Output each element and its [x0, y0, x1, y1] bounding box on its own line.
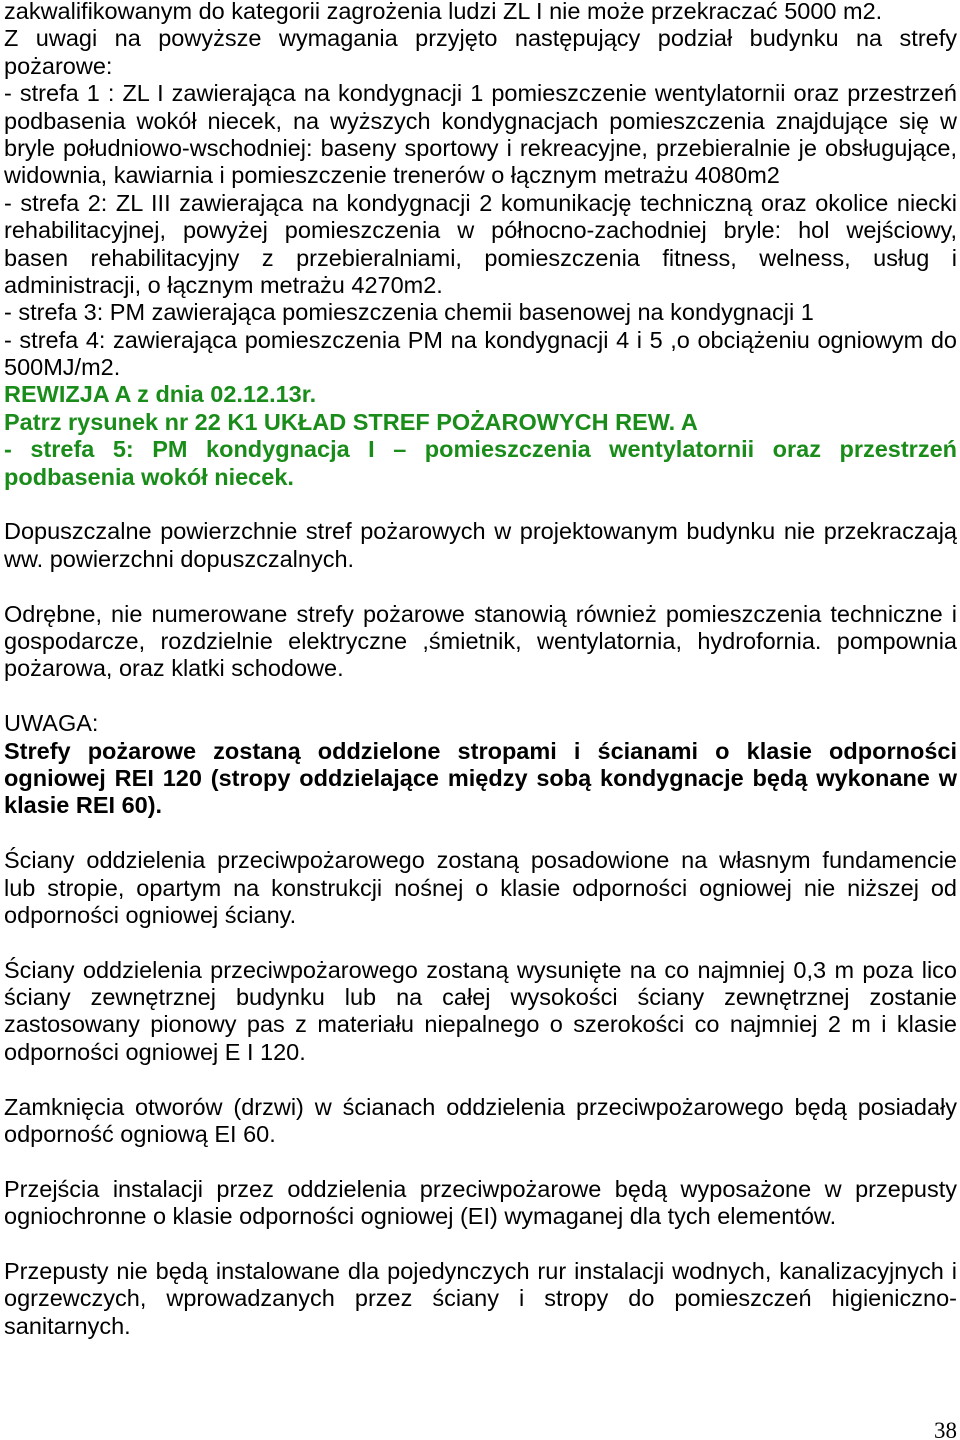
- text-line: ogniowej REI 120 (stropy oddzielające między sobą kondygnacje będą wykonane w: [4, 764, 957, 791]
- page-number: 38: [934, 1418, 957, 1440]
- paragraph-separate-zones: [4, 601, 957, 683]
- text-line: ww. powierzchni dopuszczalnych.: [4, 545, 355, 572]
- text-line: podbasenia wokół niecek.: [4, 463, 294, 490]
- text-line: widownia, kawiarnia i pomieszczenie trenerów o łącznym metrażu 4080m2: [4, 162, 780, 189]
- text-line: ogrzewczych, wprowadzanych przez ściany i stropy do pomieszczeń higieniczno-: [4, 1285, 957, 1312]
- text-line: 500MJ/m2.: [4, 354, 121, 381]
- paragraph-zone-3: [4, 299, 957, 326]
- text-line: - strefa 3: PM zawierająca pomieszczenia chemii basenowej na kondygnacji 1: [4, 299, 814, 326]
- note-label: [4, 710, 957, 737]
- paragraph-door-closures: [4, 1094, 957, 1149]
- document-body: [4, 0, 957, 1340]
- text-line: odporność ogniową EI 60.: [4, 1121, 276, 1148]
- paragraph-wall-projection: [4, 957, 957, 1067]
- paragraph-wall-foundation: [4, 847, 957, 929]
- text-line: sanitarnych.: [4, 1312, 131, 1339]
- revision-heading: [4, 381, 957, 408]
- text-line: Zamknięcia otworów (drzwi) w ścianach oddzielenia przeciwpożarowego będą posiadały: [4, 1093, 957, 1120]
- paragraph-installation-penetrations: [4, 1176, 957, 1231]
- text-line: Strefy pożarowe zostaną oddzielone stropami i ścianami o klasie odporności: [4, 737, 957, 764]
- text-line: - strefa 2: ZL III zawierająca na kondygnacji 2 komunikację techniczną oraz okolice niecki: [4, 189, 957, 216]
- text-line: zakwalifikowanym do kategorii zagrożenia ludzi ZL I nie może przekraczać 5000 m2.: [4, 0, 883, 24]
- text-line: Patrz rysunek nr 22 K1 UKŁAD STREF POŻAROWYCH REW. A: [4, 408, 698, 435]
- text-line: ogniochronne o klasie odporności ogniowej (EI) wymaganej dla tych elementów.: [4, 1203, 837, 1230]
- paragraph-penetration-exceptions: [4, 1258, 957, 1340]
- paragraph-previous-continuation: [4, 0, 957, 25]
- text-line: Odrębne, nie numerowane strefy pożarowe stanowią również pomieszczenia techniczne i: [4, 600, 957, 627]
- text-line: pożarowa, oraz klatki schodowe.: [4, 655, 344, 682]
- text-line: REWIZJA A z dnia 02.12.13r.: [4, 381, 317, 408]
- paragraph-zone-5-revision: [4, 436, 957, 491]
- text-line: administracji, o łącznym metrażu 4270m2.: [4, 271, 443, 298]
- text-line: Przepusty nie będą instalowane dla pojedynczych rur instalacji wodnych, kanalizacyjnych i: [4, 1257, 957, 1284]
- paragraph-allowable-areas: [4, 518, 957, 573]
- text-line: gospodarcze, rozdzielnie elektryczne ,śmietnik, wentylatornia, hydrofornia. pompownia: [4, 627, 957, 654]
- paragraph-zone-2: [4, 190, 957, 300]
- text-line: podbasenia wokół niecek, na wyższych kondygnacjach pomieszczenia znajdujące się w: [4, 107, 957, 134]
- text-line: - strefa 4: zawierająca pomieszczenia PM na kondygnacji 4 i 5 ,o obciążeniu ogniowym do: [4, 326, 957, 353]
- paragraph-zone-division-intro: [4, 25, 957, 80]
- text-line: rehabilitacyjnej, powyżej pomieszczenia w północno-zachodniej bryle: hol wejściowy,: [4, 217, 957, 244]
- text-line: zastosowany pionowy pas z materiału niepalnego o szerokości co najmniej 2 m i klasie: [4, 1011, 957, 1038]
- text-line: Ściany oddzielenia przeciwpożarowego zostaną wysunięte na co najmniej 0,3 m poza lico: [4, 956, 957, 983]
- text-line: odporności ogniowej E I 120.: [4, 1038, 306, 1065]
- text-line: basen rehabilitacyjny z przebieralniami, pomieszczenia fitness, welness, usług i: [4, 244, 957, 271]
- text-line: - strefa 5: PM kondygnacja I – pomieszczenia wentylatornii oraz przestrzeń: [4, 436, 957, 463]
- text-line: ściany zewnętrznej budynku lub na całej wysokości ściany zewnętrznej zostanie: [4, 984, 957, 1011]
- text-line: Z uwagi na powyższe wymagania przyjęto następujący podział budynku na strefy: [4, 25, 957, 52]
- text-line: odporności ogniowej ściany.: [4, 901, 297, 928]
- text-line: Ściany oddzielenia przeciwpożarowego zostaną posadowione na własnym fundamencie: [4, 847, 957, 874]
- revision-drawing-reference: [4, 409, 957, 436]
- text-line: klasie REI 60).: [4, 792, 163, 819]
- note-body: [4, 738, 957, 820]
- text-line: pożarowe:: [4, 52, 113, 79]
- text-line: - strefa 1 : ZL I zawierająca na kondygnacji 1 pomieszczenie wentylatornii oraz przestrzeń: [4, 80, 957, 107]
- text-line: Przejścia instalacji przez oddzielenia przeciwpożarowe będą wyposażone w przepusty: [4, 1175, 957, 1202]
- paragraph-zone-1: [4, 80, 957, 190]
- text-line: lub stropie, opartym na konstrukcji nośnej o klasie odporności ogniowej nie niższej od: [4, 874, 957, 901]
- text-line: Dopuszczalne powierzchnie stref pożarowych w projektowanym budynku nie przekraczają: [4, 518, 957, 545]
- text-line: UWAGA:: [4, 710, 99, 737]
- text-line: bryle południowo-wschodniej: baseny sportowy i rekreacyjne, przebieralnie je obsługujące,: [4, 134, 957, 161]
- paragraph-zone-4: [4, 327, 957, 382]
